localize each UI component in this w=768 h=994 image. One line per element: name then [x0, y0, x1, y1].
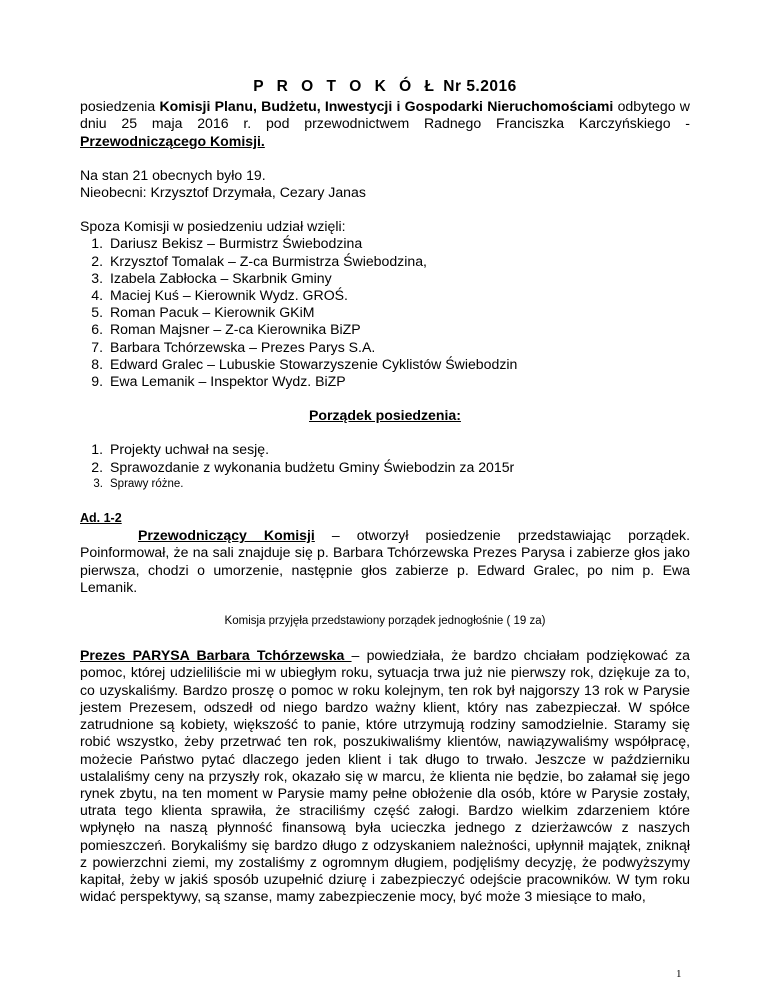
agenda-list: [80, 441, 690, 493]
guests-heading: Spoza Komisji w posiedzeniu udział wzięli:: [80, 218, 346, 235]
chair-title: Przewodniczącego Komisji.: [80, 132, 265, 149]
list-item: 5. Roman Pacuk – Kierownik GKiM: [91, 304, 315, 321]
ad-text: – otworzył posiedzenie przedstawiając porządek. Poinformował, że na sali znajduje się p. Barbara Tchórzewska Prezes Parysa i zabierze głos jako pierwsza, chodzi o umorzenie, następnie głos zabierze p. Edward Gralec, po nim p. Ewa Lemanik.: [80, 527, 690, 595]
list-item: 3. Sprawy różne.: [93, 477, 184, 490]
list-item: 2. Krzysztof Tomalak – Z-ca Burmistrza Świebodzina,: [91, 252, 427, 269]
prezes-paragraph: [80, 647, 690, 905]
intro-paragraph: [80, 98, 690, 150]
vote-result: Komisja przyjęła przedstawiony porządek jednogłośnie ( 19 za): [224, 615, 546, 628]
agenda-heading: Porządek posiedzenia:: [309, 407, 461, 424]
ad-heading: Ad. 1-2: [80, 511, 122, 526]
intro-part1: posiedzenia: [80, 98, 160, 115]
list-item: 6. Roman Majsner – Z-ca Kierownika BiZP: [91, 321, 361, 338]
list-item: 1. Projekty uchwał na sesję.: [91, 441, 270, 458]
attendance-present: Na stan 21 obecnych było 19.: [80, 166, 266, 183]
attendance-absent: Nieobecni: Krzysztof Drzymała, Cezary Janas: [80, 184, 366, 201]
list-item: 1. Dariusz Bekisz – Burmistrz Świebodzina: [91, 235, 363, 252]
list-item: 4. Maciej Kuś – Kierownik Wydz. GROŚ.: [91, 287, 348, 304]
committee-name: Komisji Planu, Budżetu, Inwestycji i Gospodarki Nieruchomościami: [159, 98, 614, 115]
ad-speaker: Przewodniczący Komisji: [138, 527, 315, 544]
document-page: [80, 78, 690, 905]
title-number: Nr 5.2016: [443, 78, 517, 95]
list-item: 2. Sprawozdanie z wykonania budżetu Gminy Świebodzin za 2015r: [91, 458, 515, 475]
title-prefix: P R O T O K Ó Ł: [253, 78, 439, 95]
list-item: 8. Edward Gralec – Lubuskie Stowarzyszenie Cyklistów Świebodzin: [91, 355, 518, 372]
list-item: 9. Ewa Lemanik – Inspektor Wydz. BiZP: [91, 373, 346, 390]
list-item: 3. Izabela Zabłocka – Skarbnik Gminy: [91, 269, 332, 286]
guests-list: [80, 235, 690, 390]
prezes-speaker: Prezes PARYSA Barbara Tchórzewska: [80, 647, 352, 664]
list-item: 7. Barbara Tchórzewska – Prezes Parys S.A.: [91, 338, 376, 355]
intro-part2: odbytego w dniu 25 maja 2016 r. pod przewodnictwem Radnego Franciszka Karczyńskiego -: [80, 98, 690, 132]
page-number: 1: [676, 968, 682, 980]
document-title: [80, 78, 690, 95]
prezes-text: – powiedziała, że bardzo chciałam podziękować za pomoc, której udzieliliście mi w ubiegłym roku, sytuacja trwa już nie pierwszy rok, dziękuje za to, co uzyskaliśmy. Bardzo proszę o pomoc w roku kolejnym, ten rok był najgorszy 13 rok w Parysie jestem Prezesem, odszedł od niego bardzo ważny klient, który nas zabezpieczał. W spółce zatrudnione są kobiety, większość to panie, które utrzymują rodziny samodzielnie. Staramy się robić wszystko, żeby przetrwać ten rok, poszukiwaliśmy klientów, nawiązywaliśmy współpracę, możecie Państwo pytać dlaczego jeden klient i tak długo to trwało. Jeszcze w październiku ustalaliśmy ceny na przyszły rok, okazało się w marcu, że klienta nie będzie, bo załamał się jego rynek zbytu, na ten moment w Parysie mamy pełne obłożenie dla osób, które w Parysie zostały, utrata tego klienta sprawiła, że straciliśmy część załogi. Bardzo wielkim zdarzeniem które wpłynęło na naszą płynność finansową była ucieczka jednego z dzierżawców z naszych pomieszczeń. Borykaliśmy się bardzo długo z odzyskaniem należności, upłynnił majątek, zniknął z powierzchni ziemi, my zostaliśmy z ogromnym długiem, podjęliśmy decyzję, że podwyższymy kapitał, żeby w jakiś sposób uzupełnić dziurę i zabezpieczyć odejście pracowników. W tym roku widać perspektywy, są szanse, mamy zabezpieczenie mocy, być może 3 miesiące to mało,: [80, 647, 690, 905]
ad-paragraph: [80, 527, 690, 596]
